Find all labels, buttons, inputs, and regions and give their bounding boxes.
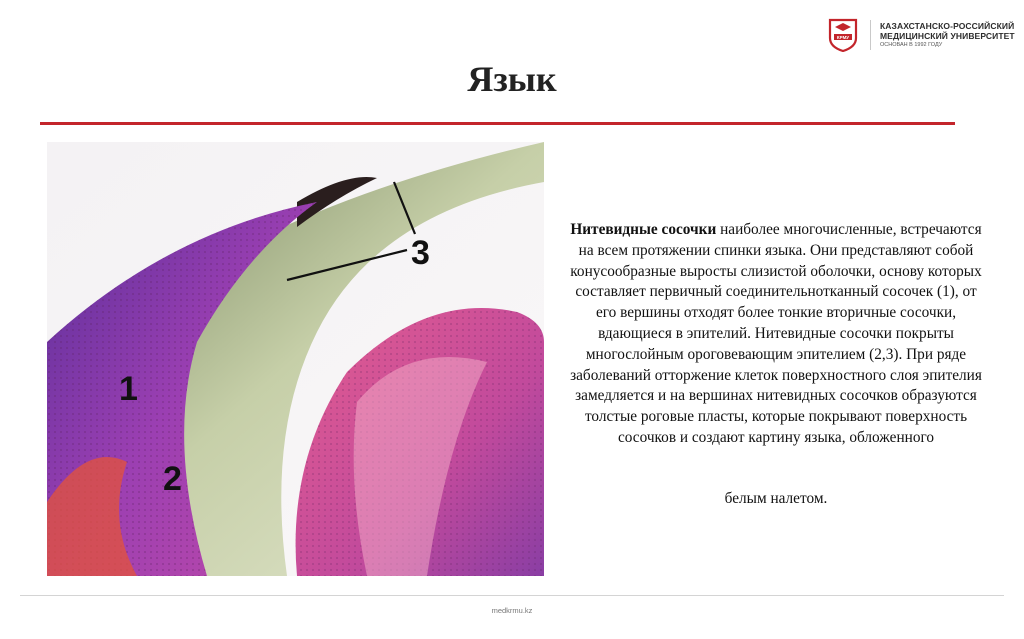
logo-divider (870, 20, 871, 50)
histology-image (47, 142, 544, 576)
title-divider (40, 122, 955, 125)
founded-caption: ОСНОВАН В 1992 ГОДУ (880, 42, 943, 48)
figure-label-2: 2 (163, 460, 182, 498)
description-tail: белым налетом. (724, 490, 828, 507)
figure-label-3: 3 (411, 234, 430, 272)
university-name-line2: МЕДИЦИНСКИЙ УНИВЕРСИТЕТ (880, 31, 1015, 41)
footer-divider (20, 595, 1004, 596)
description-paragraph (566, 220, 986, 449)
logo-badge-text: КРМУ (836, 35, 850, 40)
description-lead: Нитевидные сосочки (570, 221, 717, 238)
shield-icon (828, 18, 858, 52)
description-body: наиболее многочисленные, встречаются на всем протяжении спинки языка. Они представляют собой конусообразные выросты слизистой оболочки, основу которых составляет первичный соединительнотканный сосочек (1), от его вершины отходят более тонкие вторичные сосочки, вдающиеся в эпителий. Нитевидные сосочки покрыты многослойным ороговевающим эпителием (2,3). При ряде заболеваний отторжение клеток поверхностного слоя эпителия замедляется и на вершинах нитевидных сосочков образуются толстые роговые пласты, которые покрывают поверхность сосочков и создают картину языка, обложенного (570, 221, 982, 446)
logo-text (880, 21, 1015, 50)
slide-title: Язык (467, 59, 557, 99)
figure-label-1: 1 (119, 370, 138, 408)
footer-site-link[interactable]: medkrmu.kz (491, 606, 533, 615)
university-name-line1: КАЗАХСТАНСКО-РОССИЙСКИЙ (880, 21, 1015, 31)
university-logo (828, 18, 1013, 54)
